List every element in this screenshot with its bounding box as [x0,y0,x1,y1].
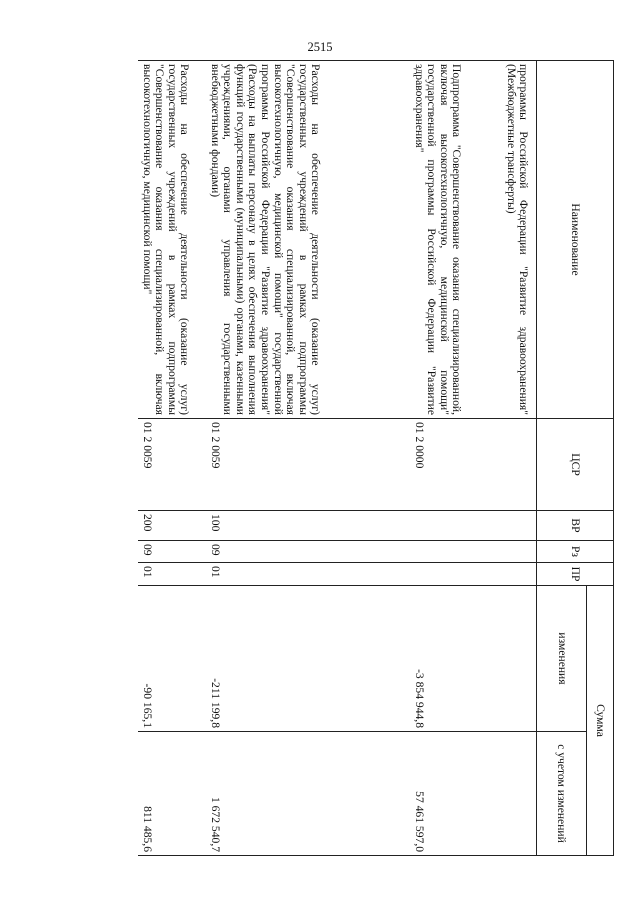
cell-name: Подпрограмма "Совершенствование оказания специализированной, включая высокотехнологичную, медицинской помощи" государственной программы Российской Федерации "Развитие здравоохранения" [410,61,502,419]
header-rz: Рз [537,541,614,563]
header-csr: ЦСР [537,419,614,511]
page-number: 2515 [307,40,333,54]
cell-change [502,586,537,732]
cell-rz [410,541,502,563]
cell-name: Расходы на обеспечение деятельности (оказание услуг) государственных учреждений в рамках подпрограммы "Совершенствование оказания специализированной, включая высокотехнологичную, медицинской помощи" [138,61,206,419]
cell-total: 57 461 597,0 [410,732,502,856]
cell-name: Расходы на обеспечение деятельности (оказание услуг) государственных учреждений в рамках подпрограммы "Совершенствование оказания специализированной, включая высокотехнологичную, медицинской помощи" государственной программы Российской Федерации "Развитие здравоохранения" (Расходы на выплаты персоналу в целях обеспечения выполнения функций государственными (муниципальными) органами, казенными учреждениями, органами управления государственными внебюджетными фондами) [206,61,410,419]
header-name: Наименование [537,61,614,419]
header-row-top [587,61,614,856]
cell-rz [502,541,537,563]
cell-change: -3 854 944,8 [410,586,502,732]
cell-vr: 200 [138,511,206,541]
header-change: изменения [537,586,587,732]
cell-total: 811 485,6 [138,732,206,856]
header-vr: ВР [537,511,614,541]
cell-rz: 09 [138,541,206,563]
table-row [138,61,206,856]
cell-vr [502,511,537,541]
cell-name: программы Российской Федерации "Развитие здравоохранения" (Межбюджетные трансферты) [502,61,537,419]
cell-vr [410,511,502,541]
cell-total: 1 672 540,7 [206,732,410,856]
table-body [138,61,537,856]
header-sum: Сумма [587,586,614,856]
cell-pr: 01 [138,563,206,586]
rotated-table-container [140,60,614,855]
cell-rz: 09 [206,541,410,563]
cell-change: -211 199,8 [206,586,410,732]
cell-pr [502,563,537,586]
header-pr: ПР [537,563,614,586]
budget-table [138,60,614,856]
header-with-changes: с учетом изменений [537,732,587,856]
table-row [502,61,537,856]
cell-change: -90 165,1 [138,586,206,732]
cell-pr: 01 [206,563,410,586]
table-row [206,61,410,856]
cell-csr: 01 2 0059 [206,419,410,511]
table-row [410,61,502,856]
cell-csr [502,419,537,511]
cell-csr: 01 2 0059 [138,419,206,511]
cell-pr [410,563,502,586]
cell-total [502,732,537,856]
cell-vr: 100 [206,511,410,541]
cell-csr: 01 2 0000 [410,419,502,511]
